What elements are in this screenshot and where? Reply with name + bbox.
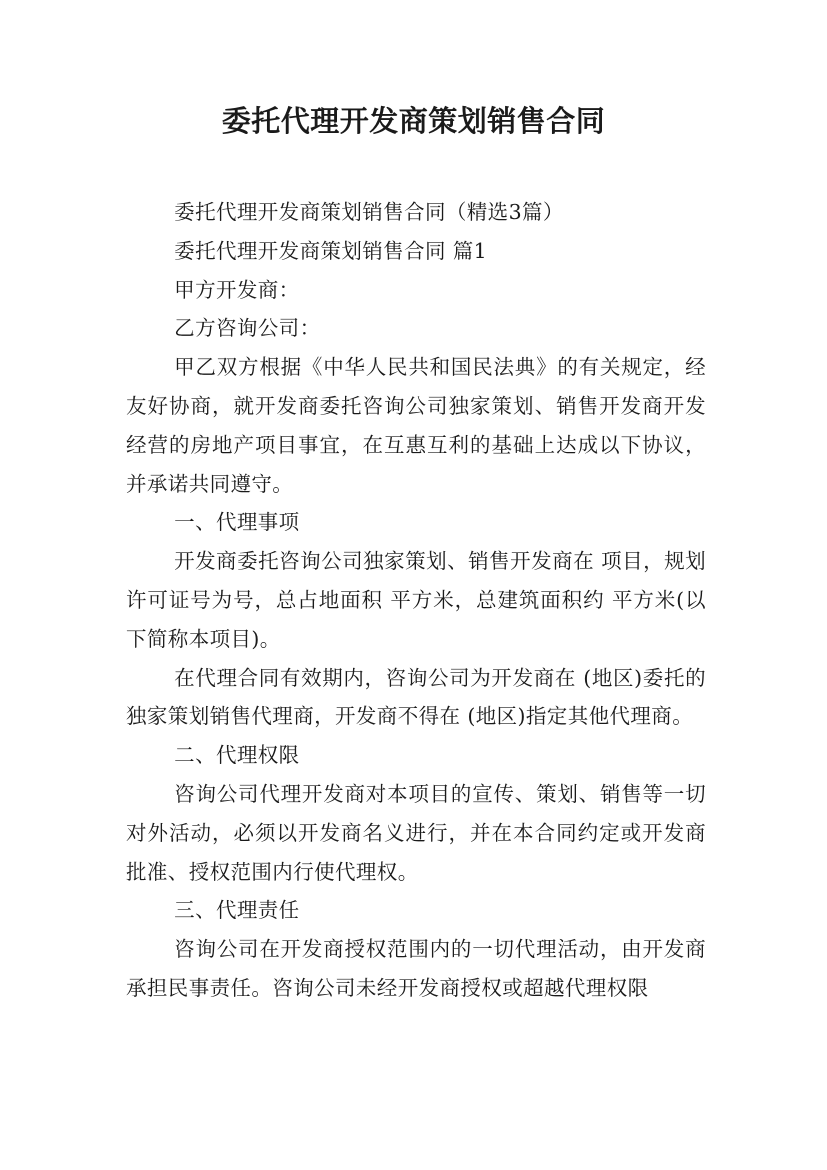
paragraph-party-b: 乙方咨询公司： xyxy=(174,316,321,341)
clause-heading-2: 二、代理权限 xyxy=(174,743,300,768)
paragraph-subtitle: 委托代理开发商策划销售合同（精选3篇） xyxy=(174,200,564,224)
clause-paragraph: 咨询公司代理开发商对本项目的宣传、策划、销售等一切对外活动，必须以开发商名义进行，并在本合同约定或开发商批准、授权范围内行使代理权。 xyxy=(126,781,706,884)
clause-heading-3: 三、代理责任 xyxy=(174,898,300,923)
paragraph-party-a: 甲方开发商： xyxy=(174,277,300,302)
clause-paragraph: 在代理合同有效期内，咨询公司为开发商在 (地区)委托的独家策划销售代理商，开发商不得在 (地区)指定其他代理商。 xyxy=(126,665,706,729)
paragraph-section-heading: 委托代理开发商策划销售合同 篇1 xyxy=(174,238,488,263)
document-body xyxy=(126,193,706,1008)
clause-paragraph: 咨询公司在开发商授权范围内的一切代理活动，由开发商承担民事责任。咨询公司未经开发商授权或超越代理权限 xyxy=(126,937,706,1000)
paragraph-preamble: 甲乙双方根据《中华人民共和国民法典》的有关规定，经友好协商，就开发商委托咨询公司独家策划、销售开发商开发经营的房地产项目事宜，在互惠互利的基础上达成以下协议，并承诺共同遵守。 xyxy=(126,355,706,496)
clause-paragraph: 开发商委托咨询公司独家策划、销售开发商在 项目，规划许可证号为号，总占地面积 平方米，总建筑面积约 平方米(以下简称本项目)。 xyxy=(126,549,706,651)
document-title: 委托代理开发商策划销售合同 xyxy=(221,104,606,138)
clause-heading-1: 一、代理事项 xyxy=(174,510,300,535)
